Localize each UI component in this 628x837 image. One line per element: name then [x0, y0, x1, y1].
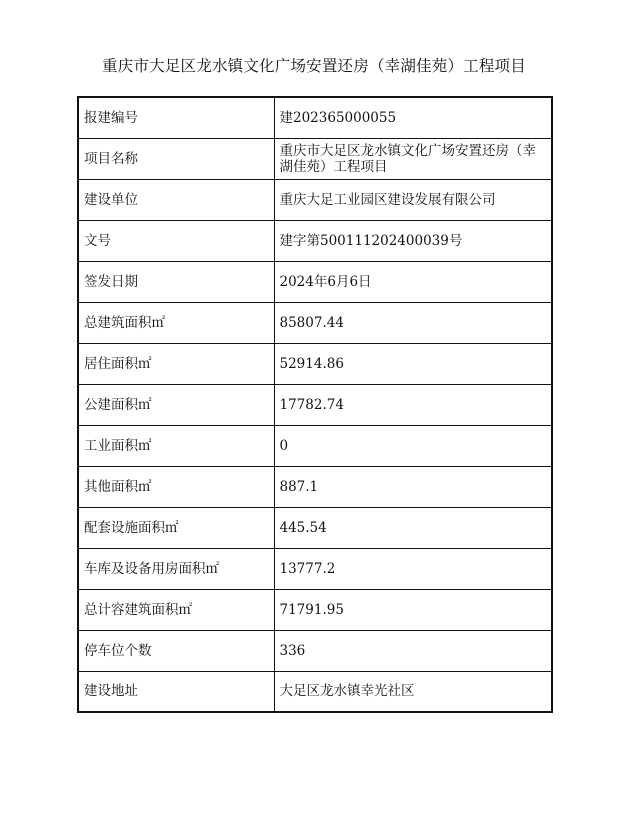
row-value: 2024年6月6日 [274, 261, 552, 302]
table-row-other-area [78, 466, 552, 507]
table-row-industrial-area [78, 425, 552, 466]
table-row-document-number [78, 220, 552, 261]
row-value: 重庆大足工业园区建设发展有限公司 [274, 179, 552, 220]
row-label: 建设地址 [78, 671, 274, 712]
row-value: 71791.95 [274, 589, 552, 630]
row-value: 336 [274, 630, 552, 671]
row-value: 建字第500111202400039号 [274, 220, 552, 261]
row-value: 建202365000055 [274, 97, 552, 138]
row-label: 工业面积㎡ [78, 425, 274, 466]
table-row-permit-number [78, 97, 552, 138]
row-label: 停车位个数 [78, 630, 274, 671]
row-label: 文号 [78, 220, 274, 261]
row-label: 签发日期 [78, 261, 274, 302]
table-row-residential-area [78, 343, 552, 384]
row-value: 887.1 [274, 466, 552, 507]
row-label: 公建面积㎡ [78, 384, 274, 425]
row-label: 其他面积㎡ [78, 466, 274, 507]
row-value: 52914.86 [274, 343, 552, 384]
table-row-site-address [78, 671, 552, 712]
table-row-issue-date [78, 261, 552, 302]
row-value: 17782.74 [274, 384, 552, 425]
row-value: 85807.44 [274, 302, 552, 343]
row-value: 0 [274, 425, 552, 466]
row-label: 建设单位 [78, 179, 274, 220]
row-label: 项目名称 [78, 138, 274, 179]
row-value: 大足区龙水镇幸光社区 [274, 671, 552, 712]
row-label: 总建筑面积㎡ [78, 302, 274, 343]
table-row-project-name [78, 138, 552, 179]
page-title: 重庆市大足区龙水镇文化广场安置还房（幸湖佳苑）工程项目 [102, 57, 526, 75]
row-value: 445.54 [274, 507, 552, 548]
row-label: 总计容建筑面积㎡ [78, 589, 274, 630]
table-row-facilities-area [78, 507, 552, 548]
table-row-parking-spaces [78, 630, 552, 671]
project-info-table [77, 96, 553, 713]
row-value: 13777.2 [274, 548, 552, 589]
table-row-total-plot-ratio-area [78, 589, 552, 630]
row-label: 报建编号 [78, 97, 274, 138]
table-row-total-floor-area [78, 302, 552, 343]
row-label: 配套设施面积㎡ [78, 507, 274, 548]
row-value: 重庆市大足区龙水镇文化广场安置还房（幸湖佳苑）工程项目 [274, 138, 552, 179]
table-row-garage-area [78, 548, 552, 589]
row-label: 车库及设备用房面积㎡ [78, 548, 274, 589]
table-row-developer [78, 179, 552, 220]
table-row-public-area [78, 384, 552, 425]
row-label: 居住面积㎡ [78, 343, 274, 384]
